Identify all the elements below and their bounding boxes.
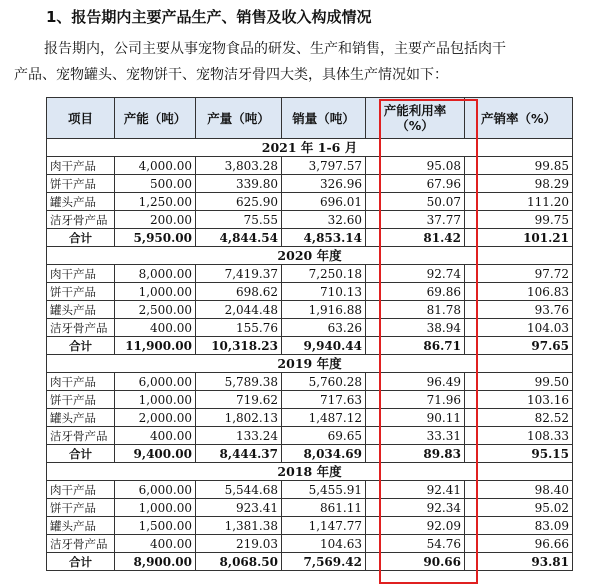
cell-sales: 9,940.44 xyxy=(282,337,366,355)
cell-output: 923.41 xyxy=(196,499,282,517)
table-row xyxy=(47,301,573,319)
cell-sales-rate: 95.15 xyxy=(465,445,573,463)
cell-capacity: 400.00 xyxy=(115,427,196,445)
cell-item: 饼干产品 xyxy=(47,283,115,301)
cell-item: 合计 xyxy=(47,229,115,247)
total-row xyxy=(47,445,573,463)
cell-output: 719.62 xyxy=(196,391,282,409)
period-label: 2020 年度 xyxy=(47,247,573,265)
cell-utilization: 86.71 xyxy=(366,337,465,355)
cell-sales-rate: 103.16 xyxy=(465,391,573,409)
cell-sales-rate: 93.76 xyxy=(465,301,573,319)
cell-item: 肉干产品 xyxy=(47,481,115,499)
production-table xyxy=(46,97,573,571)
intro-line-1: 报告期内，公司主要从事宠物食品的研发、生产和销售，主要产品包括肉干 xyxy=(44,41,506,57)
table-row xyxy=(47,499,573,517)
cell-output: 625.90 xyxy=(196,193,282,211)
cell-item: 饼干产品 xyxy=(47,391,115,409)
cell-sales: 4,853.14 xyxy=(282,229,366,247)
cell-sales: 69.65 xyxy=(282,427,366,445)
cell-output: 75.55 xyxy=(196,211,282,229)
cell-output: 8,068.50 xyxy=(196,553,282,571)
cell-output: 1,802.13 xyxy=(196,409,282,427)
cell-capacity: 1,500.00 xyxy=(115,517,196,535)
cell-capacity: 500.00 xyxy=(115,175,196,193)
table-row xyxy=(47,283,573,301)
cell-capacity: 11,900.00 xyxy=(115,337,196,355)
cell-capacity: 1,250.00 xyxy=(115,193,196,211)
cell-utilization: 92.34 xyxy=(366,499,465,517)
cell-item: 合计 xyxy=(47,445,115,463)
cell-utilization: 54.76 xyxy=(366,535,465,553)
cell-capacity: 5,950.00 xyxy=(115,229,196,247)
intro-paragraph xyxy=(14,36,586,88)
cell-item: 罐头产品 xyxy=(47,193,115,211)
cell-output: 7,419.37 xyxy=(196,265,282,283)
cell-output: 698.62 xyxy=(196,283,282,301)
cell-sales-rate: 98.40 xyxy=(465,481,573,499)
cell-sales: 696.01 xyxy=(282,193,366,211)
header-sales: 销量（吨） xyxy=(282,98,366,139)
cell-utilization: 37.77 xyxy=(366,211,465,229)
cell-utilization: 81.78 xyxy=(366,301,465,319)
cell-output: 219.03 xyxy=(196,535,282,553)
cell-output: 8,444.37 xyxy=(196,445,282,463)
cell-sales-rate: 95.02 xyxy=(465,499,573,517)
table-row xyxy=(47,319,573,337)
cell-capacity: 400.00 xyxy=(115,535,196,553)
cell-sales-rate: 93.81 xyxy=(465,553,573,571)
cell-output: 4,844.54 xyxy=(196,229,282,247)
period-row xyxy=(47,463,573,481)
cell-output: 2,044.48 xyxy=(196,301,282,319)
total-row xyxy=(47,337,573,355)
cell-sales: 7,569.42 xyxy=(282,553,366,571)
cell-sales-rate: 97.65 xyxy=(465,337,573,355)
cell-sales-rate: 99.85 xyxy=(465,157,573,175)
cell-capacity: 1,000.00 xyxy=(115,283,196,301)
cell-sales-rate: 101.21 xyxy=(465,229,573,247)
cell-capacity: 2,000.00 xyxy=(115,409,196,427)
cell-sales: 7,250.18 xyxy=(282,265,366,283)
table-row xyxy=(47,265,573,283)
header-capacity: 产能（吨） xyxy=(115,98,196,139)
cell-capacity: 1,000.00 xyxy=(115,499,196,517)
cell-sales-rate: 104.03 xyxy=(465,319,573,337)
cell-utilization: 81.42 xyxy=(366,229,465,247)
cell-item: 肉干产品 xyxy=(47,373,115,391)
cell-sales-rate: 106.83 xyxy=(465,283,573,301)
cell-sales: 1,487.12 xyxy=(282,409,366,427)
cell-capacity: 9,400.00 xyxy=(115,445,196,463)
cell-sales: 8,034.69 xyxy=(282,445,366,463)
cell-item: 洁牙骨产品 xyxy=(47,427,115,445)
table-row xyxy=(47,427,573,445)
table-row xyxy=(47,481,573,499)
cell-capacity: 6,000.00 xyxy=(115,481,196,499)
cell-sales: 1,916.88 xyxy=(282,301,366,319)
cell-sales-rate: 99.50 xyxy=(465,373,573,391)
cell-utilization: 69.86 xyxy=(366,283,465,301)
cell-item: 罐头产品 xyxy=(47,301,115,319)
period-label: 2018 年度 xyxy=(47,463,573,481)
period-label: 2021 年 1-6 月 xyxy=(47,139,573,157)
cell-capacity: 400.00 xyxy=(115,319,196,337)
cell-sales: 710.13 xyxy=(282,283,366,301)
cell-sales-rate: 98.29 xyxy=(465,175,573,193)
table-row xyxy=(47,175,573,193)
cell-item: 洁牙骨产品 xyxy=(47,319,115,337)
table-row xyxy=(47,211,573,229)
header-output: 产量（吨） xyxy=(196,98,282,139)
cell-item: 肉干产品 xyxy=(47,265,115,283)
cell-sales-rate: 83.09 xyxy=(465,517,573,535)
period-row xyxy=(47,139,573,157)
cell-output: 339.80 xyxy=(196,175,282,193)
cell-capacity: 1,000.00 xyxy=(115,391,196,409)
cell-sales-rate: 99.75 xyxy=(465,211,573,229)
cell-capacity: 6,000.00 xyxy=(115,373,196,391)
cell-output: 155.76 xyxy=(196,319,282,337)
header-utilization: 产能利用率（%） xyxy=(366,98,465,139)
cell-utilization: 95.08 xyxy=(366,157,465,175)
cell-item: 合计 xyxy=(47,337,115,355)
table-header-row xyxy=(47,98,573,139)
cell-sales: 861.11 xyxy=(282,499,366,517)
table-row xyxy=(47,157,573,175)
cell-utilization: 67.96 xyxy=(366,175,465,193)
cell-utilization: 38.94 xyxy=(366,319,465,337)
cell-output: 10,318.23 xyxy=(196,337,282,355)
header-item: 项目 xyxy=(47,98,115,139)
cell-utilization: 33.31 xyxy=(366,427,465,445)
cell-item: 饼干产品 xyxy=(47,175,115,193)
cell-sales-rate: 108.33 xyxy=(465,427,573,445)
cell-sales: 717.63 xyxy=(282,391,366,409)
cell-utilization: 50.07 xyxy=(366,193,465,211)
cell-item: 合计 xyxy=(47,553,115,571)
cell-sales: 5,760.28 xyxy=(282,373,366,391)
cell-item: 洁牙骨产品 xyxy=(47,535,115,553)
cell-sales: 326.96 xyxy=(282,175,366,193)
cell-output: 5,544.68 xyxy=(196,481,282,499)
intro-line-2: 产品、宠物罐头、宠物饼干、宠物洁牙骨四大类，具体生产情况如下： xyxy=(14,67,448,83)
cell-utilization: 90.66 xyxy=(366,553,465,571)
cell-utilization: 92.09 xyxy=(366,517,465,535)
cell-capacity: 2,500.00 xyxy=(115,301,196,319)
cell-utilization: 92.41 xyxy=(366,481,465,499)
cell-sales: 5,455.91 xyxy=(282,481,366,499)
cell-utilization: 96.49 xyxy=(366,373,465,391)
cell-utilization: 71.96 xyxy=(366,391,465,409)
section-heading: 1、报告期内主要产品生产、销售及收入构成情况 xyxy=(46,8,372,26)
period-row xyxy=(47,355,573,373)
cell-output: 133.24 xyxy=(196,427,282,445)
table-row xyxy=(47,535,573,553)
table-row xyxy=(47,391,573,409)
cell-sales: 63.26 xyxy=(282,319,366,337)
cell-utilization: 90.11 xyxy=(366,409,465,427)
cell-item: 饼干产品 xyxy=(47,499,115,517)
cell-capacity: 8,900.00 xyxy=(115,553,196,571)
cell-sales-rate: 111.20 xyxy=(465,193,573,211)
table-row xyxy=(47,409,573,427)
table-body xyxy=(47,139,573,571)
cell-sales-rate: 97.72 xyxy=(465,265,573,283)
cell-sales-rate: 82.52 xyxy=(465,409,573,427)
cell-item: 罐头产品 xyxy=(47,517,115,535)
table-row xyxy=(47,193,573,211)
cell-item: 罐头产品 xyxy=(47,409,115,427)
cell-output: 3,803.28 xyxy=(196,157,282,175)
cell-capacity: 4,000.00 xyxy=(115,157,196,175)
cell-utilization: 89.83 xyxy=(366,445,465,463)
cell-utilization: 92.74 xyxy=(366,265,465,283)
table-row xyxy=(47,517,573,535)
total-row xyxy=(47,553,573,571)
cell-item: 洁牙骨产品 xyxy=(47,211,115,229)
cell-sales-rate: 96.66 xyxy=(465,535,573,553)
cell-sales: 32.60 xyxy=(282,211,366,229)
cell-capacity: 200.00 xyxy=(115,211,196,229)
cell-output: 5,789.38 xyxy=(196,373,282,391)
total-row xyxy=(47,229,573,247)
period-label: 2019 年度 xyxy=(47,355,573,373)
period-row xyxy=(47,247,573,265)
table-row xyxy=(47,373,573,391)
header-sales-rate: 产销率（%） xyxy=(465,98,573,139)
cell-output: 1,381.38 xyxy=(196,517,282,535)
cell-item: 肉干产品 xyxy=(47,157,115,175)
cell-sales: 3,797.57 xyxy=(282,157,366,175)
cell-capacity: 8,000.00 xyxy=(115,265,196,283)
cell-sales: 104.63 xyxy=(282,535,366,553)
cell-sales: 1,147.77 xyxy=(282,517,366,535)
